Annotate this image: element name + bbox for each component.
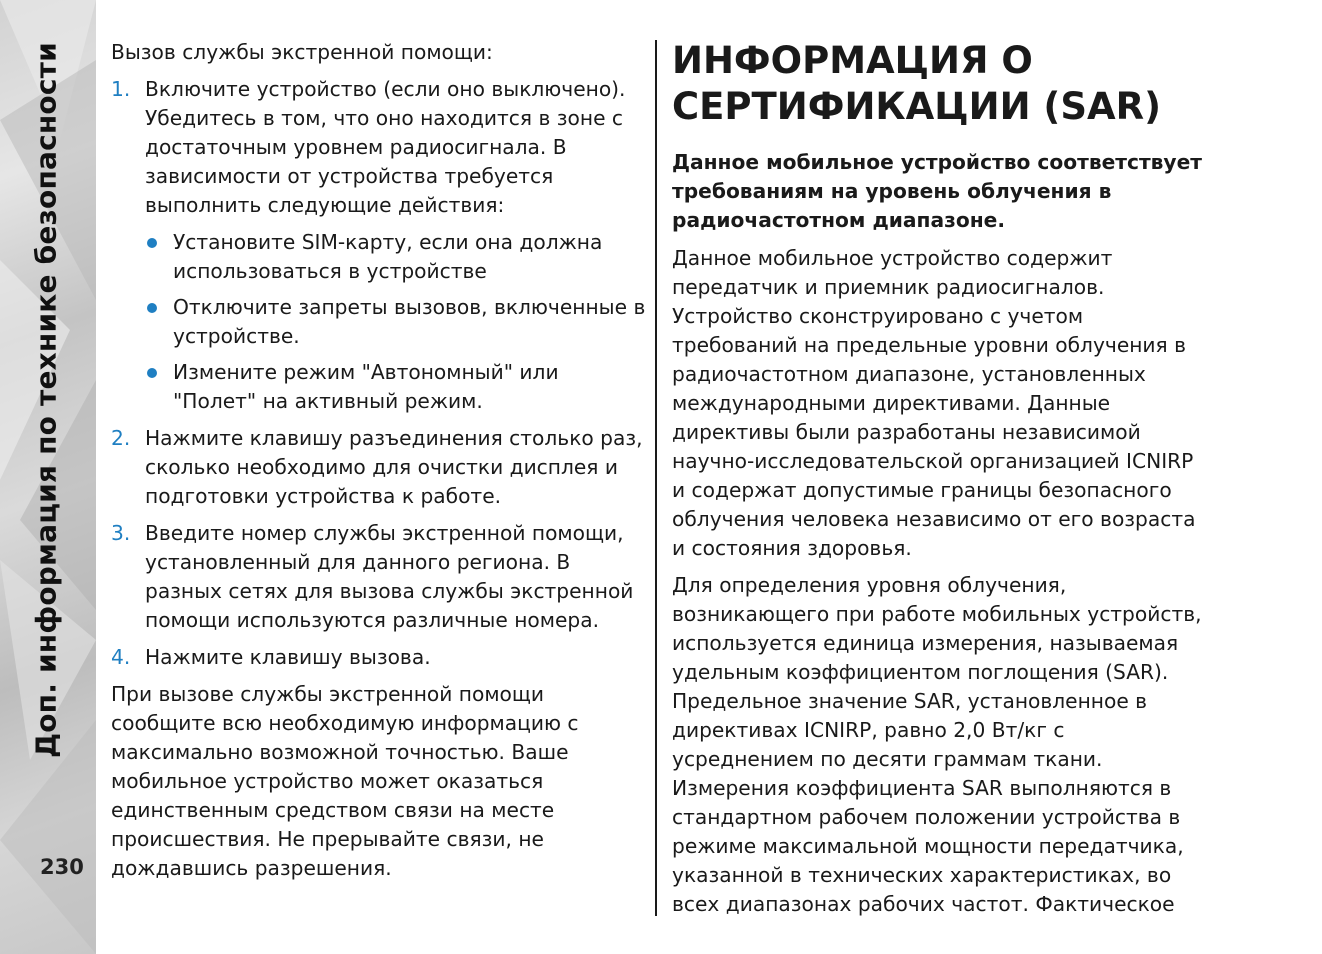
side-tab — [0, 0, 96, 954]
bullet-icon — [147, 238, 157, 248]
intro-text: Вызов службы экстренной помощи: — [111, 40, 493, 64]
closing-paragraph: При вызове службы экстренной помощи сообщите всю необходимую информацию с максимально возможной точностью. Ваше мобильное устройство может оказаться единственным средством связи на месте происшествия. Не прерывайте связи, не дождавшись разрешения. — [111, 682, 579, 880]
step-text: Введите номер службы экстренной помощи, установленный для данного региона. В разных сетях для вызова службы экстренной помощи используются различные номера. — [145, 521, 634, 632]
step-text: Нажмите клавишу разъединения столько раз, сколько необходимо для очистки дисплея и подготовки устройства к работе. — [145, 426, 643, 508]
step-number: 1. — [111, 77, 131, 101]
step-number: 3. — [111, 521, 131, 545]
step-number: 2. — [111, 426, 131, 450]
bullet-item — [145, 228, 646, 286]
body-paragraph: Данное мобильное устройство содержит передатчик и приемник радиосигналов. Устройство сконструировано с учетом требований на предельные уровни облучения в радиочастотном диапазоне, установленных международными директивами. Данные директивы были разработаны независимой научно-исследовательской организацией ICNIRP и содержат допустимые границы безопасного облучения человека независимо от его возраста и состояния здоровья. — [672, 246, 1196, 560]
bullet-text: Установите SIM-карту, если она должна использоваться в устройстве — [173, 230, 603, 283]
steps-list — [111, 75, 646, 672]
left-column — [111, 38, 646, 891]
section-heading: ИНФОРМАЦИЯ О СЕРТИФИКАЦИИ (SAR) — [672, 39, 1162, 128]
step-item — [111, 424, 646, 511]
column-divider — [655, 40, 657, 916]
right-column — [672, 38, 1212, 927]
bullet-icon — [147, 368, 157, 378]
step-item — [111, 643, 646, 672]
bullet-item — [145, 293, 646, 351]
step-text: Нажмите клавишу вызова. — [145, 645, 431, 669]
bullet-text: Измените режим "Автономный" или "Полет" на активный режим. — [173, 360, 559, 413]
bullet-item — [145, 358, 646, 416]
section-title-vertical: Доп. информация по технике безопасности — [29, 42, 63, 758]
step-text: Включите устройство (если оно выключено). Убедитесь в том, что оно находится в зоне с достаточным уровнем радиосигнала. В зависимости от устройства требуется выполнить следующие действия: — [145, 77, 626, 217]
body-paragraph: Для определения уровня облучения, возникающего при работе мобильных устройств, используется единица измерения, называемая удельным коэффициентом поглощения (SAR). Предельное значение SAR, установленное в директивах ICNIRP, равно 2,0 Вт/кг с усреднением по десяти граммам ткани. Измерения коэффициента SAR выполняются в стандартном рабочем положении устройства в режиме максимальной мощности передатчика, указанной в технических характеристиках, во всех диапазонах рабочих частот. Фактическое — [672, 573, 1202, 916]
lead-paragraph: Данное мобильное устройство соответствует требованиям на уровень облучения в радиочастотном диапазоне. — [672, 150, 1202, 232]
step-number: 4. — [111, 645, 131, 669]
step-item — [111, 75, 646, 416]
bullet-list — [145, 228, 646, 416]
bullet-text: Отключите запреты вызовов, включенные в устройстве. — [173, 295, 646, 348]
page-number: 230 — [40, 855, 84, 879]
step-item — [111, 519, 646, 635]
bullet-icon — [147, 303, 157, 313]
